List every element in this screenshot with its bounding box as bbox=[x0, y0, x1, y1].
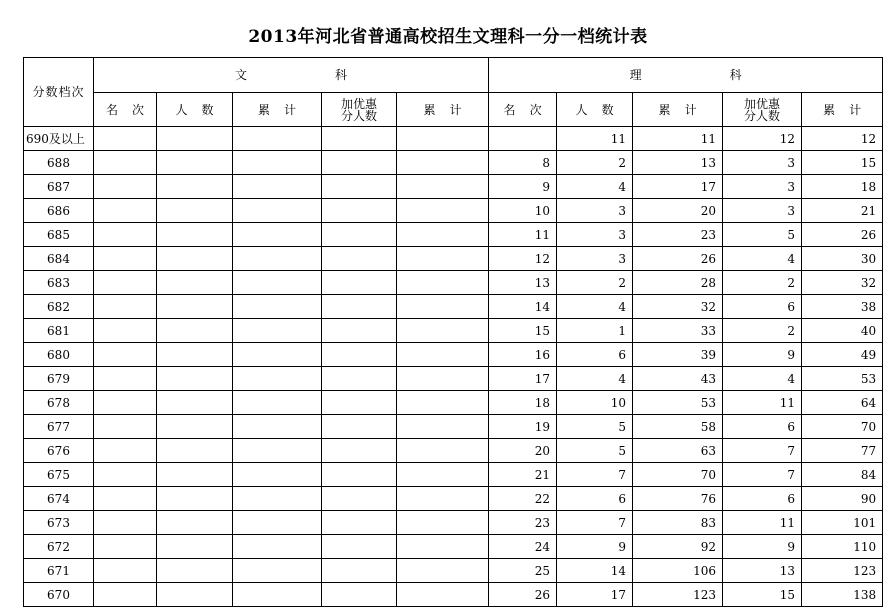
li-cumulative2-cell: 40 bbox=[802, 319, 883, 343]
li-count-cell: 3 bbox=[557, 223, 633, 247]
wen-count-header: 人 数 bbox=[157, 93, 233, 127]
wen-rank-cell bbox=[94, 463, 157, 487]
li-cumulative-cell: 63 bbox=[633, 439, 723, 463]
wen-bonus-cell bbox=[322, 439, 397, 463]
li-cumulative-cell: 92 bbox=[633, 535, 723, 559]
wen-count-cell bbox=[157, 199, 233, 223]
wen-bonus-cell bbox=[322, 175, 397, 199]
table-row bbox=[24, 319, 883, 343]
li-cumulative-cell: 123 bbox=[633, 583, 723, 607]
wen-bonus-cell bbox=[322, 487, 397, 511]
wen-rank-cell bbox=[94, 175, 157, 199]
li-cumulative-cell: 53 bbox=[633, 391, 723, 415]
wen-rank-cell bbox=[94, 415, 157, 439]
wen-cumulative2-cell bbox=[397, 463, 489, 487]
li-cumulative2-cell: 84 bbox=[802, 463, 883, 487]
wen-cumulative-cell bbox=[233, 343, 322, 367]
li-bonus-cell: 2 bbox=[723, 271, 802, 295]
table-row bbox=[24, 391, 883, 415]
wen-bonus-cell bbox=[322, 463, 397, 487]
li-cumulative-cell: 70 bbox=[633, 463, 723, 487]
li-bonus-cell: 4 bbox=[723, 367, 802, 391]
li-cumulative-cell: 39 bbox=[633, 343, 723, 367]
wen-count-cell bbox=[157, 247, 233, 271]
li-cumulative2-cell: 21 bbox=[802, 199, 883, 223]
li-rank-cell: 14 bbox=[489, 295, 557, 319]
li-rank-cell: 25 bbox=[489, 559, 557, 583]
wen-cumulative2-cell bbox=[397, 151, 489, 175]
wen-bonus-cell bbox=[322, 511, 397, 535]
wen-count-cell bbox=[157, 319, 233, 343]
li-count-cell: 11 bbox=[557, 127, 633, 151]
wen-count-cell bbox=[157, 151, 233, 175]
li-bonus-cell: 13 bbox=[723, 559, 802, 583]
wen-cumulative-cell bbox=[233, 127, 322, 151]
wen-count-cell bbox=[157, 487, 233, 511]
wen-cumulative2-cell bbox=[397, 535, 489, 559]
li-bonus-cell: 7 bbox=[723, 439, 802, 463]
li-count-cell: 5 bbox=[557, 439, 633, 463]
score-cell: 679 bbox=[24, 367, 94, 391]
wen-count-cell bbox=[157, 511, 233, 535]
li-bonus-cell: 5 bbox=[723, 223, 802, 247]
table-row bbox=[24, 559, 883, 583]
wen-bonus-cell bbox=[322, 295, 397, 319]
li-cumulative2-cell: 26 bbox=[802, 223, 883, 247]
wen-cumulative-cell bbox=[233, 439, 322, 463]
score-distribution-table bbox=[23, 57, 883, 607]
li-cumulative-cell: 17 bbox=[633, 175, 723, 199]
score-cell: 690及以上 bbox=[24, 127, 94, 151]
li-rank-cell: 15 bbox=[489, 319, 557, 343]
wen-cumulative-cell bbox=[233, 367, 322, 391]
wen-count-cell bbox=[157, 463, 233, 487]
li-rank-cell: 21 bbox=[489, 463, 557, 487]
wen-cumulative-cell bbox=[233, 511, 322, 535]
li-rank-cell bbox=[489, 127, 557, 151]
score-cell: 671 bbox=[24, 559, 94, 583]
wen-rank-cell bbox=[94, 151, 157, 175]
wen-cumulative-cell bbox=[233, 199, 322, 223]
wen-bonus-cell bbox=[322, 535, 397, 559]
wen-cumulative2-cell bbox=[397, 487, 489, 511]
wen-count-cell bbox=[157, 535, 233, 559]
li-cumulative2-cell: 64 bbox=[802, 391, 883, 415]
wen-bonus-cell bbox=[322, 319, 397, 343]
wen-cumulative2-cell bbox=[397, 199, 489, 223]
table-row bbox=[24, 223, 883, 247]
li-count-cell: 4 bbox=[557, 175, 633, 199]
li-cumulative2-cell: 12 bbox=[802, 127, 883, 151]
wen-count-cell bbox=[157, 175, 233, 199]
wen-bonus-cell bbox=[322, 127, 397, 151]
wen-bonus-cell bbox=[322, 391, 397, 415]
li-count-cell: 2 bbox=[557, 151, 633, 175]
wen-cumulative2-cell bbox=[397, 391, 489, 415]
wen-count-cell bbox=[157, 367, 233, 391]
li-rank-cell: 22 bbox=[489, 487, 557, 511]
wen-cumulative2-cell bbox=[397, 271, 489, 295]
wen-rank-cell bbox=[94, 199, 157, 223]
li-cumulative2-cell: 53 bbox=[802, 367, 883, 391]
score-cell: 680 bbox=[24, 343, 94, 367]
li-bonus-cell: 11 bbox=[723, 511, 802, 535]
score-cell: 675 bbox=[24, 463, 94, 487]
wen-count-cell bbox=[157, 223, 233, 247]
table-row bbox=[24, 343, 883, 367]
li-cumulative2-header: 累 计 bbox=[802, 93, 883, 127]
wen-rank-cell bbox=[94, 295, 157, 319]
wen-bonus-cell bbox=[322, 583, 397, 607]
li-bonus-cell: 15 bbox=[723, 583, 802, 607]
li-count-cell: 3 bbox=[557, 247, 633, 271]
li-bonus-cell: 6 bbox=[723, 415, 802, 439]
wen-rank-cell bbox=[94, 511, 157, 535]
wen-cumulative2-cell bbox=[397, 511, 489, 535]
li-count-cell: 4 bbox=[557, 367, 633, 391]
li-count-cell: 6 bbox=[557, 487, 633, 511]
wen-cumulative-cell bbox=[233, 319, 322, 343]
score-cell: 687 bbox=[24, 175, 94, 199]
wen-rank-cell bbox=[94, 247, 157, 271]
li-count-cell: 6 bbox=[557, 343, 633, 367]
table-row bbox=[24, 295, 883, 319]
wen-cumulative-cell bbox=[233, 295, 322, 319]
li-cumulative2-cell: 15 bbox=[802, 151, 883, 175]
wen-count-cell bbox=[157, 391, 233, 415]
table-row bbox=[24, 439, 883, 463]
li-cumulative2-cell: 138 bbox=[802, 583, 883, 607]
score-cell: 673 bbox=[24, 511, 94, 535]
li-rank-cell: 26 bbox=[489, 583, 557, 607]
score-cell: 688 bbox=[24, 151, 94, 175]
score-cell: 672 bbox=[24, 535, 94, 559]
wen-cumulative-cell bbox=[233, 415, 322, 439]
li-cumulative-cell: 11 bbox=[633, 127, 723, 151]
wen-cumulative-cell bbox=[233, 391, 322, 415]
li-bonus-cell: 9 bbox=[723, 343, 802, 367]
wen-count-cell bbox=[157, 439, 233, 463]
wen-cumulative2-cell bbox=[397, 247, 489, 271]
li-cumulative2-cell: 110 bbox=[802, 535, 883, 559]
wen-rank-cell bbox=[94, 367, 157, 391]
li-count-cell: 14 bbox=[557, 559, 633, 583]
wen-cumulative2-cell bbox=[397, 559, 489, 583]
wen-cumulative-cell bbox=[233, 223, 322, 247]
li-rank-cell: 24 bbox=[489, 535, 557, 559]
wen-rank-cell bbox=[94, 271, 157, 295]
li-cumulative-cell: 83 bbox=[633, 511, 723, 535]
wen-cumulative2-cell bbox=[397, 583, 489, 607]
li-count-cell: 7 bbox=[557, 511, 633, 535]
li-count-cell: 2 bbox=[557, 271, 633, 295]
li-cumulative-header: 累 计 bbox=[633, 93, 723, 127]
wen-count-cell bbox=[157, 559, 233, 583]
li-count-cell: 5 bbox=[557, 415, 633, 439]
li-rank-cell: 23 bbox=[489, 511, 557, 535]
score-cell: 678 bbox=[24, 391, 94, 415]
li-bonus-cell: 3 bbox=[723, 175, 802, 199]
li-rank-cell: 13 bbox=[489, 271, 557, 295]
wen-count-cell bbox=[157, 583, 233, 607]
wen-cumulative2-cell bbox=[397, 223, 489, 247]
li-bonus-cell: 3 bbox=[723, 151, 802, 175]
li-cumulative-cell: 13 bbox=[633, 151, 723, 175]
wen-bonus-cell bbox=[322, 559, 397, 583]
wen-rank-cell bbox=[94, 391, 157, 415]
li-cumulative2-cell: 38 bbox=[802, 295, 883, 319]
table-row bbox=[24, 583, 883, 607]
wen-cumulative-cell bbox=[233, 247, 322, 271]
li-rank-cell: 10 bbox=[489, 199, 557, 223]
wen-cumulative2-cell bbox=[397, 319, 489, 343]
wen-rank-cell bbox=[94, 535, 157, 559]
wen-bonus-cell bbox=[322, 151, 397, 175]
li-cumulative-cell: 20 bbox=[633, 199, 723, 223]
wen-rank-cell bbox=[94, 439, 157, 463]
li-cumulative-cell: 33 bbox=[633, 319, 723, 343]
wen-rank-cell bbox=[94, 319, 157, 343]
wen-bonus-cell bbox=[322, 367, 397, 391]
wen-bonus-header: 加优惠 分人数 bbox=[322, 93, 397, 127]
table-row bbox=[24, 127, 883, 151]
li-cumulative2-cell: 30 bbox=[802, 247, 883, 271]
li-cumulative2-cell: 101 bbox=[802, 511, 883, 535]
wen-rank-cell bbox=[94, 343, 157, 367]
table-row bbox=[24, 247, 883, 271]
li-cumulative-cell: 76 bbox=[633, 487, 723, 511]
li-count-cell: 7 bbox=[557, 463, 633, 487]
score-column-header: 分数档次 bbox=[24, 58, 94, 127]
li-count-cell: 9 bbox=[557, 535, 633, 559]
li-bonus-cell: 6 bbox=[723, 295, 802, 319]
wen-cumulative-cell bbox=[233, 463, 322, 487]
li-cumulative-cell: 26 bbox=[633, 247, 723, 271]
score-cell: 677 bbox=[24, 415, 94, 439]
li-cumulative-cell: 58 bbox=[633, 415, 723, 439]
header-row-subcolumns bbox=[24, 93, 883, 127]
li-rank-cell: 19 bbox=[489, 415, 557, 439]
table-row bbox=[24, 487, 883, 511]
li-cumulative2-cell: 70 bbox=[802, 415, 883, 439]
li-count-cell: 4 bbox=[557, 295, 633, 319]
li-cumulative2-cell: 90 bbox=[802, 487, 883, 511]
li-cumulative2-cell: 49 bbox=[802, 343, 883, 367]
wen-bonus-cell bbox=[322, 415, 397, 439]
wen-bonus-cell bbox=[322, 247, 397, 271]
li-bonus-cell: 2 bbox=[723, 319, 802, 343]
score-cell: 681 bbox=[24, 319, 94, 343]
li-count-cell: 1 bbox=[557, 319, 633, 343]
li-cumulative-cell: 28 bbox=[633, 271, 723, 295]
li-cumulative-cell: 106 bbox=[633, 559, 723, 583]
li-bonus-cell: 4 bbox=[723, 247, 802, 271]
wen-cumulative-cell bbox=[233, 559, 322, 583]
score-cell: 674 bbox=[24, 487, 94, 511]
table-body bbox=[24, 127, 883, 607]
wen-cumulative2-cell bbox=[397, 439, 489, 463]
wen-section-header: 文 科 bbox=[94, 58, 489, 93]
score-cell: 676 bbox=[24, 439, 94, 463]
li-section-header: 理 科 bbox=[489, 58, 883, 93]
wen-bonus-cell bbox=[322, 199, 397, 223]
li-bonus-cell: 7 bbox=[723, 463, 802, 487]
wen-rank-cell bbox=[94, 559, 157, 583]
li-cumulative-cell: 32 bbox=[633, 295, 723, 319]
wen-count-cell bbox=[157, 343, 233, 367]
wen-cumulative2-cell bbox=[397, 415, 489, 439]
wen-rank-header: 名 次 bbox=[94, 93, 157, 127]
li-rank-cell: 12 bbox=[489, 247, 557, 271]
wen-cumulative-cell bbox=[233, 175, 322, 199]
li-rank-cell: 8 bbox=[489, 151, 557, 175]
li-count-cell: 3 bbox=[557, 199, 633, 223]
wen-cumulative-cell bbox=[233, 487, 322, 511]
table-row bbox=[24, 199, 883, 223]
table-row bbox=[24, 175, 883, 199]
li-cumulative-cell: 23 bbox=[633, 223, 723, 247]
li-rank-cell: 16 bbox=[489, 343, 557, 367]
table-row bbox=[24, 367, 883, 391]
wen-cumulative-cell bbox=[233, 583, 322, 607]
table-row bbox=[24, 415, 883, 439]
table-row bbox=[24, 535, 883, 559]
score-cell: 682 bbox=[24, 295, 94, 319]
li-cumulative2-cell: 77 bbox=[802, 439, 883, 463]
li-cumulative-cell: 43 bbox=[633, 367, 723, 391]
score-cell: 684 bbox=[24, 247, 94, 271]
li-rank-cell: 17 bbox=[489, 367, 557, 391]
li-cumulative2-cell: 123 bbox=[802, 559, 883, 583]
li-count-cell: 17 bbox=[557, 583, 633, 607]
wen-rank-cell bbox=[94, 583, 157, 607]
wen-rank-cell bbox=[94, 127, 157, 151]
li-bonus-cell: 6 bbox=[723, 487, 802, 511]
wen-cumulative2-header: 累 计 bbox=[397, 93, 489, 127]
score-cell: 685 bbox=[24, 223, 94, 247]
page-title: 2013年河北省普通高校招生文理科一分一档统计表 bbox=[248, 27, 648, 47]
li-cumulative2-cell: 32 bbox=[802, 271, 883, 295]
wen-count-cell bbox=[157, 271, 233, 295]
li-bonus-cell: 12 bbox=[723, 127, 802, 151]
li-bonus-cell: 11 bbox=[723, 391, 802, 415]
wen-count-cell bbox=[157, 127, 233, 151]
wen-cumulative2-cell bbox=[397, 175, 489, 199]
wen-cumulative-cell bbox=[233, 151, 322, 175]
li-rank-cell: 18 bbox=[489, 391, 557, 415]
li-bonus-cell: 9 bbox=[723, 535, 802, 559]
table-row bbox=[24, 271, 883, 295]
li-cumulative2-cell: 18 bbox=[802, 175, 883, 199]
wen-count-cell bbox=[157, 415, 233, 439]
wen-cumulative2-cell bbox=[397, 127, 489, 151]
li-rank-cell: 11 bbox=[489, 223, 557, 247]
wen-cumulative2-cell bbox=[397, 343, 489, 367]
table-row bbox=[24, 511, 883, 535]
wen-cumulative-header: 累 计 bbox=[233, 93, 322, 127]
score-cell: 686 bbox=[24, 199, 94, 223]
wen-bonus-cell bbox=[322, 223, 397, 247]
li-count-header: 人 数 bbox=[557, 93, 633, 127]
li-count-cell: 10 bbox=[557, 391, 633, 415]
li-bonus-header: 加优惠 分人数 bbox=[723, 93, 802, 127]
wen-cumulative2-cell bbox=[397, 295, 489, 319]
table-row bbox=[24, 463, 883, 487]
table-row bbox=[24, 151, 883, 175]
wen-cumulative2-cell bbox=[397, 367, 489, 391]
li-rank-header: 名 次 bbox=[489, 93, 557, 127]
wen-count-cell bbox=[157, 295, 233, 319]
wen-rank-cell bbox=[94, 487, 157, 511]
li-bonus-cell: 3 bbox=[723, 199, 802, 223]
li-rank-cell: 20 bbox=[489, 439, 557, 463]
wen-cumulative-cell bbox=[233, 535, 322, 559]
score-cell: 670 bbox=[24, 583, 94, 607]
wen-cumulative-cell bbox=[233, 271, 322, 295]
wen-rank-cell bbox=[94, 223, 157, 247]
header-row-sections bbox=[24, 58, 883, 93]
li-rank-cell: 9 bbox=[489, 175, 557, 199]
score-cell: 683 bbox=[24, 271, 94, 295]
wen-bonus-cell bbox=[322, 343, 397, 367]
wen-bonus-cell bbox=[322, 271, 397, 295]
